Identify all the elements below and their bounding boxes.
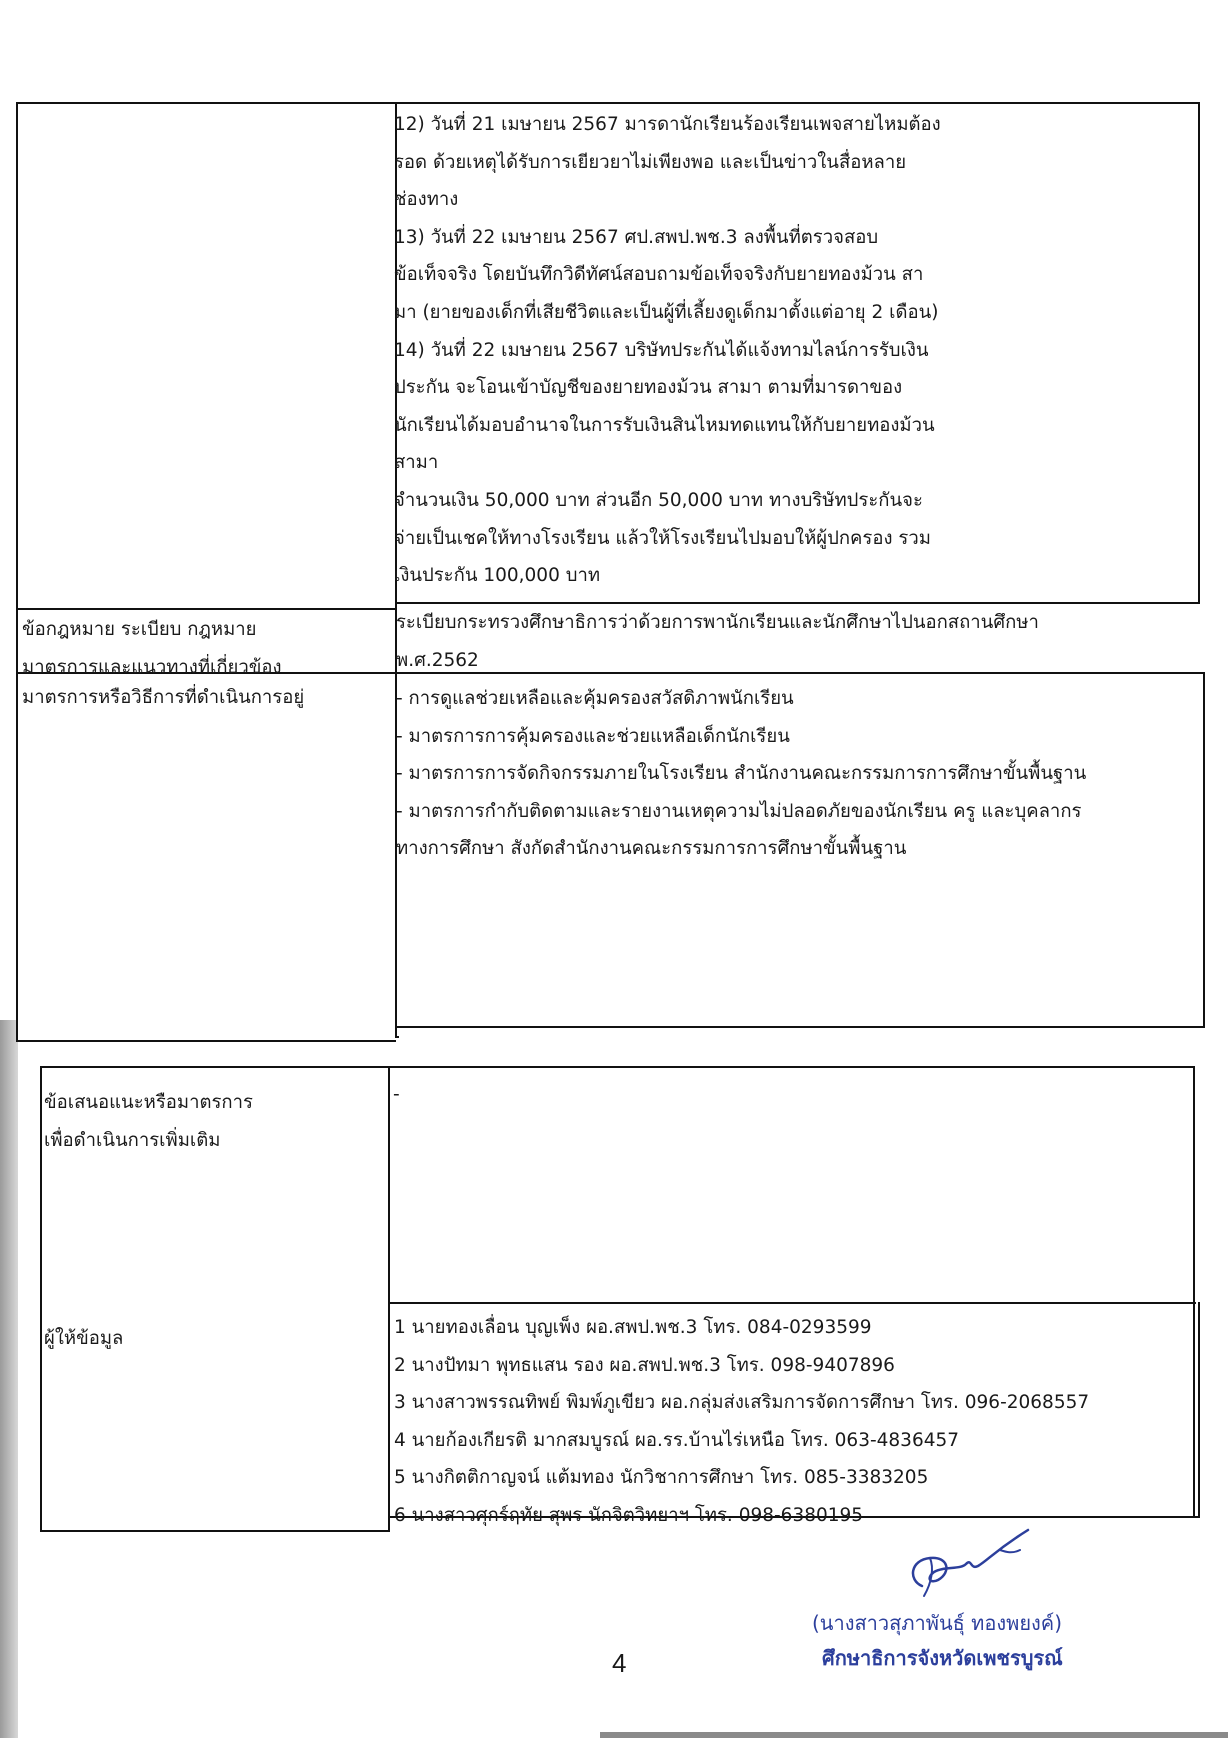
table2-bottom-border: [40, 1530, 390, 1532]
laws-value: [396, 604, 1196, 679]
events-label-bottom-border: [16, 608, 396, 610]
page-number: 4: [612, 1648, 627, 1678]
measures-value-bottom-border: [395, 1026, 1205, 1028]
measures-line: ทางการศึกษา สังกัดสำนักงานคณะกรรมการการศึกษาขั้นพื้นฐาน: [396, 838, 907, 860]
events-line: 14) วันที่ 22 เมษายน 2567 บริษัทประกันได้แจ้งทามไลน์การรับเงิน: [394, 339, 929, 361]
informant-line: 2 นางปัทมา พุทธแสน รอง ผอ.สพป.พช.3 โทร. 098-9407896: [394, 1354, 895, 1376]
column-divider-foot: [395, 1036, 399, 1038]
events-line: มา (ยายของเด็กที่เสียชีวิตและเป็นผู้ที่เลี้ยงดูเด็กมาตั้งแต่อายุ 2 เดือน): [394, 301, 939, 323]
table2-column-divider: [388, 1066, 390, 1530]
signatory-name: (นางสาวสุภาพันธุ์ ทองพยงค์): [812, 1611, 1062, 1635]
informants-value: [394, 1309, 1194, 1535]
suggestions-label: [44, 1084, 384, 1159]
events-line: ช่องทาง: [394, 189, 459, 211]
informant-line: 5 นางกิตติกาญจน์ แต้มทอง นักวิชาการศึกษา โทร. 085-3383205: [394, 1467, 929, 1489]
scan-edge-left: [0, 1020, 18, 1738]
measures-line: - การดูแลช่วยเหลือและคุ้มครองสวัสดิภาพนักเรียน: [396, 688, 794, 709]
laws-label-line: ข้อกฎหมาย ระเบียบ กฎหมาย: [22, 619, 257, 640]
suggestions-row-bottom-border: [388, 1302, 1196, 1304]
informant-line: 1 นายทองเลื่อน บุญเพ็ง ผอ.สพป.พช.3 โทร. 084-0293599: [394, 1317, 872, 1338]
events-line: สามา: [394, 452, 439, 474]
informants-label-line: ผู้ให้ข้อมูล: [44, 1328, 124, 1349]
table2-left-border: [40, 1066, 42, 1530]
events-line: ข้อเท็จจริง โดยบันทึกวิดีทัศน์สอบถามข้อเท็จจริงกับยายทองม้วน สา: [394, 264, 924, 286]
table-left-border: [16, 102, 18, 1042]
laws-label: [22, 611, 392, 686]
table-bottom-border: [16, 1040, 396, 1042]
measures-label-line: มาตรการหรือวิธีการที่ดำเนินการอยู่: [22, 687, 305, 708]
measures-line: - มาตรการการจัดกิจกรรมภายในโรงเรียน สำนักงานคณะกรรมการการศึกษาขั้นพื้นฐาน: [396, 763, 1087, 785]
events-cell: [394, 106, 1194, 595]
scan-edge-bottom: [600, 1732, 1228, 1738]
laws-line: พ.ศ.2562: [396, 649, 479, 671]
laws-label-line: มาตรการและแนวทางที่เกี่ยวข้อง: [22, 656, 282, 678]
events-line: รอด ด้วยเหตุได้รับการเยียวยาไม่เพียงพอ และเป็นข่าวในสื่อหลาย: [394, 151, 907, 173]
suggestions-label-line: เพื่อดำเนินการเพิ่มเติม: [44, 1129, 221, 1151]
suggestions-value: [393, 1076, 1183, 1114]
events-line: ประกัน จะโอนเข้าบัญชีของยายทองม้วน สามา ตามที่มารดาของ: [394, 377, 903, 399]
table-right-border-lower: [1203, 672, 1205, 1027]
laws-line: ระเบียบกระทรวงศึกษาธิการว่าด้วยการพานักเรียนและนักศึกษาไปนอกสถานศึกษา: [396, 612, 1039, 633]
measures-label: [22, 679, 392, 717]
events-line: จำนวนเงิน 50,000 บาท ส่วนอีก 50,000 บาท ทางบริษัทประกันจะ: [394, 489, 923, 511]
table-top-border: [16, 102, 1200, 104]
signatory-title: ศึกษาธิการจังหวัดเพชรบูรณ์: [822, 1646, 1063, 1670]
informants-label: [44, 1320, 384, 1358]
measures-line: - มาตรการกำกับติดตามและรายงานเหตุความไม่ปลอดภัยของนักเรียน ครู และบุคลากร: [396, 800, 1082, 822]
events-line: นักเรียนได้มอบอำนาจในการรับเงินสินไหมทดแทนให้กับยายทองม้วน: [394, 414, 935, 436]
informant-line: 6 นางสาวศุกร์ฤทัย สุพร นักจิตวิทยาฯ โทร. 098-6380195: [394, 1504, 864, 1526]
table2-top-border: [40, 1066, 1194, 1068]
measures-value: [396, 680, 1201, 868]
suggestions-label-line: ข้อเสนอแนะหรือมาตรการ: [44, 1092, 253, 1113]
events-line: จ่ายเป็นเชคให้ทางโรงเรียน แล้วให้โรงเรียนไปมอบให้ผู้ปกครอง รวม: [394, 527, 931, 549]
informant-line: 4 นายก้องเกียรติ มากสมบูรณ์ ผอ.รร.บ้านไร่เหนือ โทร. 063-4836457: [394, 1429, 960, 1451]
measures-line: - มาตรการการคุ้มครองและช่วยแหลือเด็กนักเรียน: [396, 725, 790, 747]
events-line: 12) วันที่ 21 เมษายน 2567 มารดานักเรียนร้องเรียนเพจสายไหมต้อง: [394, 114, 941, 135]
events-line: 13) วันที่ 22 เมษายน 2567 ศป.สพป.พช.3 ลงพื้นที่ตรวจสอบ: [394, 226, 879, 248]
handwritten-signature: [900, 1520, 1040, 1610]
suggestions-line: -: [393, 1084, 400, 1105]
table-right-border-upper: [1198, 102, 1200, 602]
informant-line: 3 นางสาวพรรณทิพย์ พิมพ์ภูเขียว ผอ.กลุ่มส่งเสริมการจัดการศึกษา โทร. 096-2068557: [394, 1392, 1090, 1414]
table2-right-border-lower: [1198, 1302, 1200, 1518]
events-line: เงินประกัน 100,000 บาท: [394, 565, 601, 587]
